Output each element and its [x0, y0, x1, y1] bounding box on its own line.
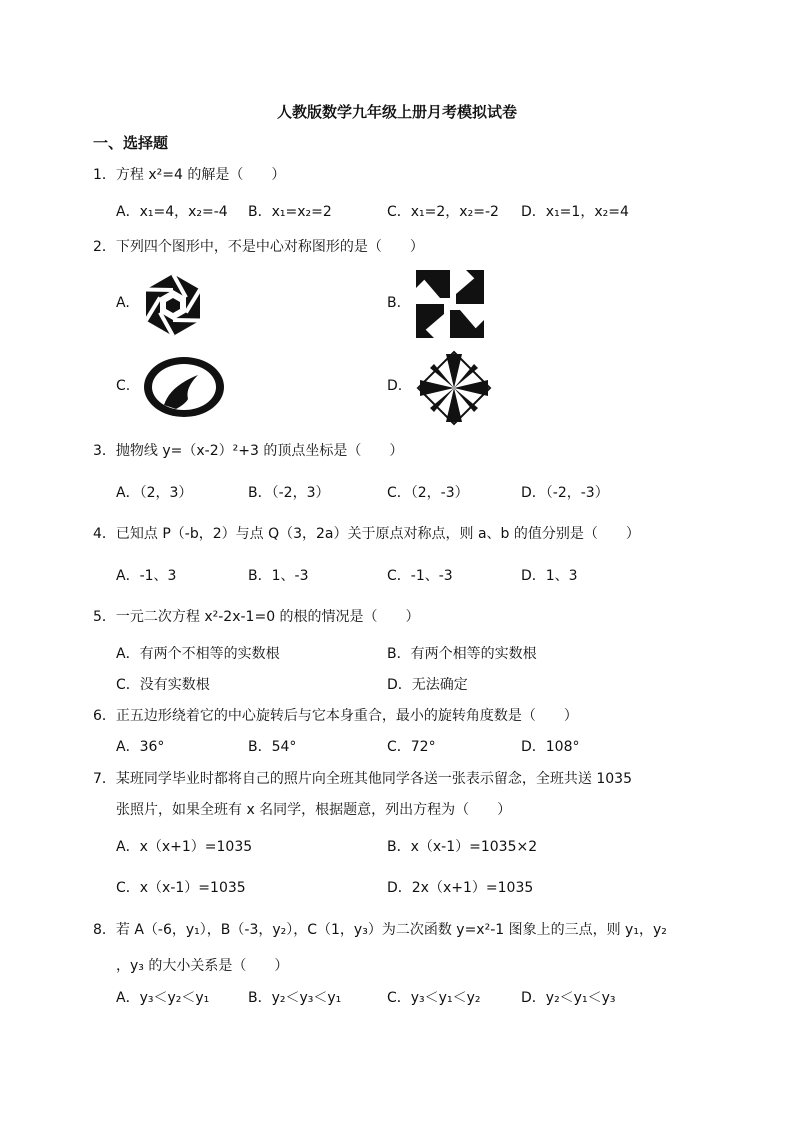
- figure-b-pinwheel-square: [414, 268, 486, 340]
- q6-option-d: D．108°: [521, 739, 580, 755]
- question-7-stem: 7．某班同学毕业时都将自己的照片向全班其他同学各送一张表示留念，全班共送 1035: [93, 771, 632, 787]
- q7-option-a: A．x（x+1）=1035: [116, 839, 253, 855]
- q8-option-b: B．y₂＜y₃＜y₁: [248, 990, 342, 1006]
- q8-option-c: C．y₃＜y₁＜y₂: [387, 990, 481, 1006]
- q1-option-d: D．x₁=1，x₂=4: [521, 204, 629, 220]
- q1-option-a: A．x₁=4，x₂=-4: [116, 204, 228, 220]
- question-6-stem: 6．正五边形绕着它的中心旋转后与它本身重合，最小的旋转角度数是（ ）: [93, 708, 578, 724]
- q4-option-a: A．-1、3: [116, 568, 177, 584]
- question-4-stem: 4．已知点 P（-b，2）与点 Q（3，2a）关于原点对称点，则 a、b 的值分别是（ ）: [93, 526, 640, 542]
- q4-option-d: D．1、3: [521, 568, 578, 584]
- q5-option-c: C．没有实数根: [116, 677, 210, 693]
- figure-c-oval-logo: [142, 355, 226, 419]
- question-2-stem: 2．下列四个图形中，不是中心对称图形的是（ ）: [93, 239, 424, 255]
- q1-option-c: C．x₁=2，x₂=-2: [387, 204, 499, 220]
- page-title: 人教版数学九年级上册月考模拟试卷: [276, 103, 517, 121]
- q8-option-a: A．y₃＜y₂＜y₁: [116, 990, 210, 1006]
- q2-option-c: C.: [116, 378, 131, 394]
- q3-option-d: D．（-2，-3）: [521, 485, 609, 501]
- question-1-stem: 1．方程 x²=4 的解是（ ）: [93, 167, 286, 183]
- question-8-stem: 8．若 A（-6，y₁），B（-3，y₂），C（1，y₃）为二次函数 y=x²-1 图象上的三点，则 y₁，y₂: [93, 922, 667, 938]
- q2-option-b: B.: [387, 295, 402, 311]
- q6-option-a: A．36°: [116, 739, 165, 755]
- q3-option-b: B．（-2，3）: [248, 485, 330, 501]
- q4-option-b: B．1、-3: [248, 568, 309, 584]
- question-7-stem-continued: 张照片，如果全班有 x 名同学，根据题意，列出方程为（ ）: [116, 802, 512, 818]
- q7-option-c: C．x（x-1）=1035: [116, 880, 246, 896]
- q3-option-c: C．（2，-3）: [387, 485, 469, 501]
- q5-option-b: B．有两个相等的实数根: [387, 646, 537, 662]
- q6-option-c: C．72°: [387, 739, 436, 755]
- q3-option-a: A．（2，3）: [116, 485, 193, 501]
- q6-option-b: B．54°: [248, 739, 297, 755]
- q2-option-d: D.: [387, 378, 403, 394]
- question-5-stem: 5．一元二次方程 x²-2x-1=0 的根的情况是（ ）: [93, 609, 420, 625]
- q2-option-a: A.: [116, 295, 130, 311]
- q4-option-c: C．-1、-3: [387, 568, 453, 584]
- q7-option-b: B．x（x-1）=1035×2: [387, 839, 538, 855]
- q5-option-d: D．无法确定: [387, 677, 468, 693]
- section-heading: 一、选择题: [93, 134, 169, 152]
- q8-option-d: D．y₂＜y₁＜y₃: [521, 990, 616, 1006]
- q7-option-d: D．2x（x+1）=1035: [387, 880, 534, 896]
- q1-option-b: B．x₁=x₂=2: [248, 204, 332, 220]
- question-3-stem: 3．抛物线 y=（x-2）²+3 的顶点坐标是（ ）: [93, 443, 404, 459]
- figure-d-diamond: [416, 350, 492, 426]
- question-8-stem-continued: ，y₃ 的大小关系是（ ）: [116, 958, 289, 974]
- q5-option-a: A．有两个不相等的实数根: [116, 646, 280, 662]
- figure-a-hexagon-swirl: [140, 272, 206, 338]
